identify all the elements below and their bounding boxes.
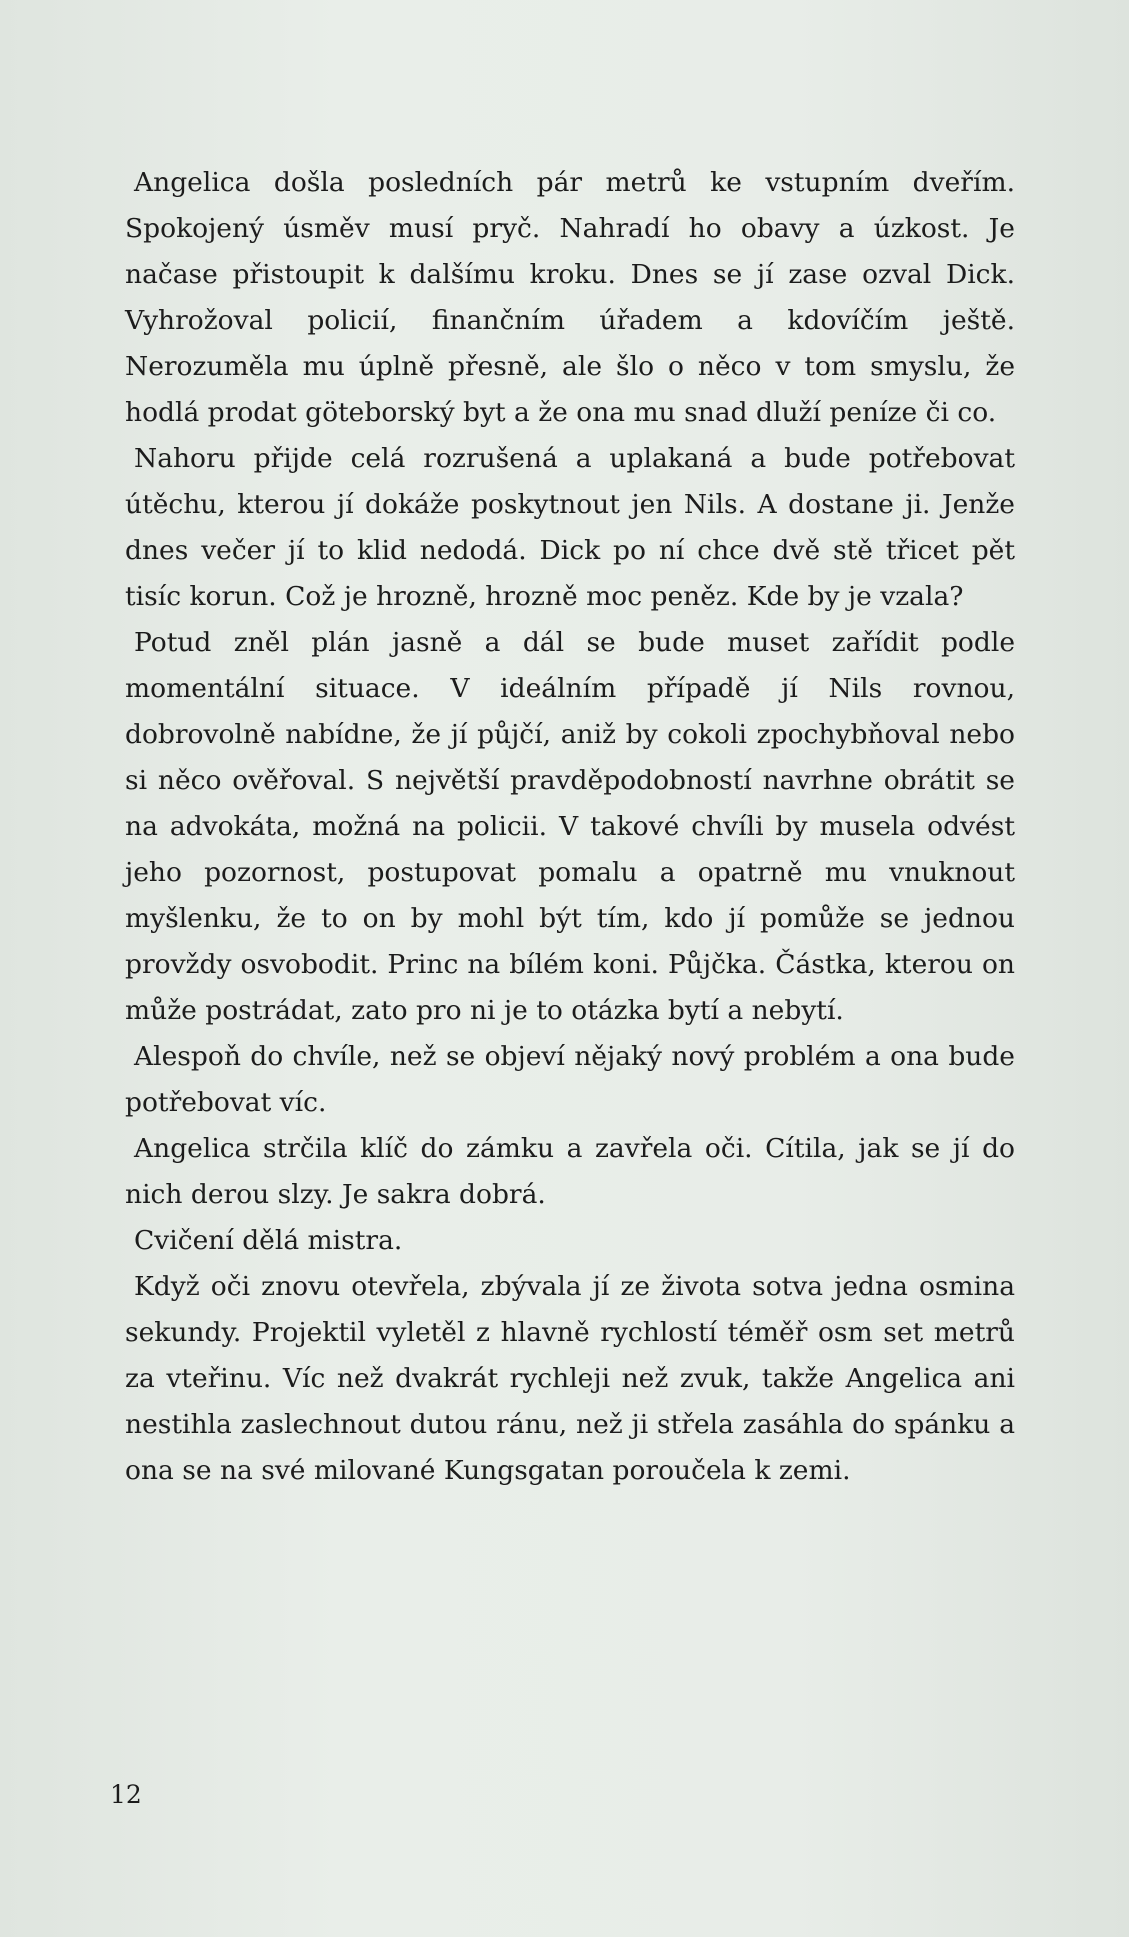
paragraph-1: Angelica došla posledních pár metrů ke vstupním dveřím. Spokojený úsměv musí pryč. Nahradí ho obavy a úzkost. Je načase přistoupit k dalšímu kroku. Dnes se jí zase ozval Dick. Vyhrožoval policií, finančním úřadem a kdovíčím ještě. Nerozuměla mu úplně přesně, ale šlo o něco v tom smyslu, že hodlá prodat göteborský byt a že ona mu snad dluží peníze či co.: [125, 167, 1015, 428]
page-number: 12: [110, 1780, 142, 1809]
body-text: [125, 160, 1015, 1494]
paragraph-7: Když oči znovu otevřela, zbývala jí ze života sotva jedna osmina sekundy. Projektil vyletěl z hlavně rychlostí téměř osm set metrů za vteřinu. Víc než dvakrát rychleji než zvuk, takže Angelica ani nestihla zaslechnout dutou ránu, než ji střela zasáhla do spánku a ona se na své milované Kungsgatan poroučela k zemi.: [125, 1271, 1015, 1486]
paragraph-6: Cvičení dělá mistra.: [134, 1225, 403, 1256]
paragraph-2: Nahoru přijde celá rozrušená a uplakaná a bude potřebovat útěchu, kterou jí dokáže poskytnout jen Nils. A dostane ji. Jenže dnes večer jí to klid nedodá. Dick po ní chce dvě stě třicet pět tisíc korun. Což je hrozně, hrozně moc peněz. Kde by je vzala?: [125, 443, 1015, 612]
paragraph-5: Angelica strčila klíč do zámku a zavřela oči. Cítila, jak se jí do nich derou slzy. Je sakra dobrá.: [125, 1133, 1015, 1210]
paragraph-4: Alespoň do chvíle, než se objeví nějaký nový problém a ona bude potřebovat víc.: [125, 1041, 1015, 1118]
paragraph-3: Potud zněl plán jasně a dál se bude muset zařídit podle momentální situace. V ideálním případě jí Nils rovnou, dobrovolně nabídne, že jí půjčí, aniž by cokoli zpochybňoval nebo si něco ověřoval. S největší pravděpodobností navrhne obrátit se na advokáta, možná na policii. V takové chvíli by musela odvést jeho pozornost, postupovat pomalu a opatrně mu vnuknout myšlenku, že to on by mohl být tím, kdo jí pomůže se jednou provždy osvobodit. Princ na bílém koni. Půjčka. Částka, kterou on může postrádat, zato pro ni je to otázka bytí a nebytí.: [125, 627, 1015, 1026]
